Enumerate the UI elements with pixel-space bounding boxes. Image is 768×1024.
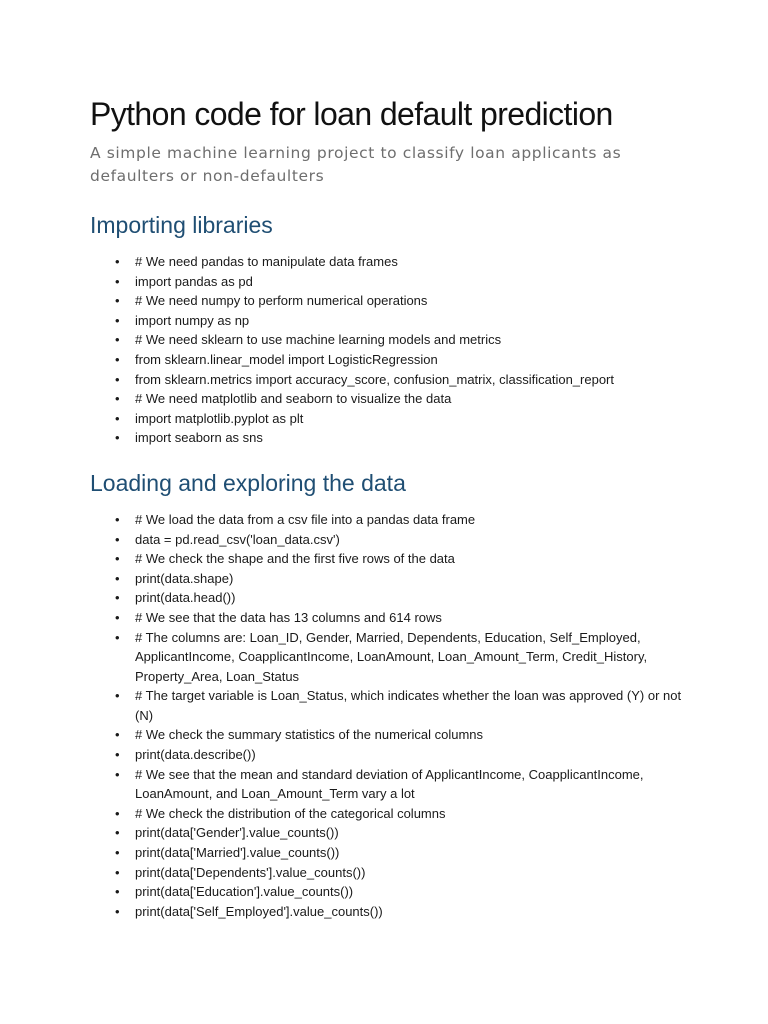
list-item [115,389,690,409]
list-item-text: print(data['Dependents'].value_counts()) [135,864,366,880]
list-item [115,311,690,331]
list-item-text: # We check the summary statistics of the numerical columns [135,727,483,743]
bullet-icon: • [115,903,120,919]
list-item [115,510,690,530]
document-subtitle: A simple machine learning project to classify loan applicants as defaulters or non-defaulters [90,144,622,185]
document-title: Python code for loan default prediction [90,96,613,132]
list-item-text: # The target variable is Loan_Status, which indicates whether the loan was approved (Y) or not (N) [135,688,682,723]
list-item-text: # We check the distribution of the categorical columns [135,805,446,821]
list-item [115,628,690,687]
bullet-icon: • [115,845,120,861]
bullet-icon: • [115,551,120,567]
bullet-icon: • [115,884,120,900]
list-item-text: print(data.describe()) [135,747,256,763]
list-item-text: # We need matplotlib and seaborn to visualize the data [135,391,452,407]
list-item [115,569,690,589]
bullet-icon: • [115,727,120,743]
list-item [115,725,690,745]
list-item [115,863,690,883]
bullet-icon: • [115,609,120,625]
document-page [90,92,690,921]
list-item-text: import pandas as pd [135,273,253,289]
list-item-text: print(data['Married'].value_counts()) [135,845,340,861]
list-item [115,588,690,608]
list-item [115,804,690,824]
list-item [115,428,690,448]
bullet-icon: • [115,747,120,763]
bullet-icon: • [115,391,120,407]
bullet-icon: • [115,629,120,645]
list-item-text: # We check the shape and the first five rows of the data [135,551,455,567]
bullet-icon: • [115,805,120,821]
list-item-text: print(data.head()) [135,590,236,606]
bullet-icon: • [115,531,120,547]
section-heading-importing-libraries: Importing libraries [90,212,273,238]
list-item-text: import seaborn as sns [135,430,263,446]
list-item-text: # We load the data from a csv file into a pandas data frame [135,511,476,527]
list-item-text: print(data['Education'].value_counts()) [135,884,354,900]
list-item [115,823,690,843]
bullet-icon: • [115,410,120,426]
list-item-text: import numpy as np [135,312,250,328]
list-item-text: # We need numpy to perform numerical operations [135,293,428,309]
list-item-text: print(data.shape) [135,570,234,586]
list-item [115,608,690,628]
list-item-text: data = pd.read_csv('loan_data.csv') [135,531,340,547]
bullet-icon: • [115,273,120,289]
bullet-icon: • [115,688,120,704]
list-item-text: print(data['Gender'].value_counts()) [135,825,339,841]
bullet-list-loading-exploring [90,510,690,921]
list-item [115,765,690,804]
bullet-icon: • [115,570,120,586]
list-item [115,843,690,863]
bullet-icon: • [115,371,120,387]
list-item [115,745,690,765]
bullet-icon: • [115,511,120,527]
bullet-icon: • [115,312,120,328]
section-heading-loading-exploring: Loading and exploring the data [90,469,406,496]
list-item [115,252,690,272]
list-item-text: # We need sklearn to use machine learning models and metrics [135,332,502,348]
list-item [115,882,690,902]
bullet-icon: • [115,430,120,446]
list-item [115,409,690,429]
list-item-text: from sklearn.metrics import accuracy_score, confusion_matrix, classification_report [135,371,615,387]
list-item [115,686,690,725]
list-item-text: # We see that the data has 13 columns and 614 rows [135,609,442,625]
list-item [115,370,690,390]
list-item-text: # We see that the mean and standard deviation of ApplicantIncome, CoapplicantIncome, LoanAmount, and Loan_Amount_Term vary a lot [135,766,644,802]
list-item [115,291,690,311]
list-item [115,530,690,550]
list-item [115,350,690,370]
list-item [115,902,690,922]
bullet-icon: • [115,590,120,606]
list-item [115,549,690,569]
list-item [115,272,690,292]
list-item-text: # We need pandas to manipulate data frames [135,254,398,269]
bullet-icon: • [115,293,120,309]
bullet-list-importing-libraries [90,252,690,448]
bullet-icon: • [115,332,120,348]
list-item-text: import matplotlib.pyplot as plt [135,410,304,426]
list-item [115,330,690,350]
bullet-icon: • [115,864,120,880]
list-item-text: print(data['Self_Employed'].value_counts()) [135,903,383,919]
bullet-icon: • [115,254,120,269]
bullet-icon: • [115,351,120,367]
bullet-icon: • [115,825,120,841]
list-item-text: from sklearn.linear_model import LogisticRegression [135,351,438,367]
bullet-icon: • [115,766,120,782]
list-item-text: # The columns are: Loan_ID, Gender, Married, Dependents, Education, Self_Employed, ApplicantIncome, CoapplicantIncome, LoanAmount, Loan_Amount_Term, Credit_History, Property_Area, Loan_Status [135,629,648,684]
